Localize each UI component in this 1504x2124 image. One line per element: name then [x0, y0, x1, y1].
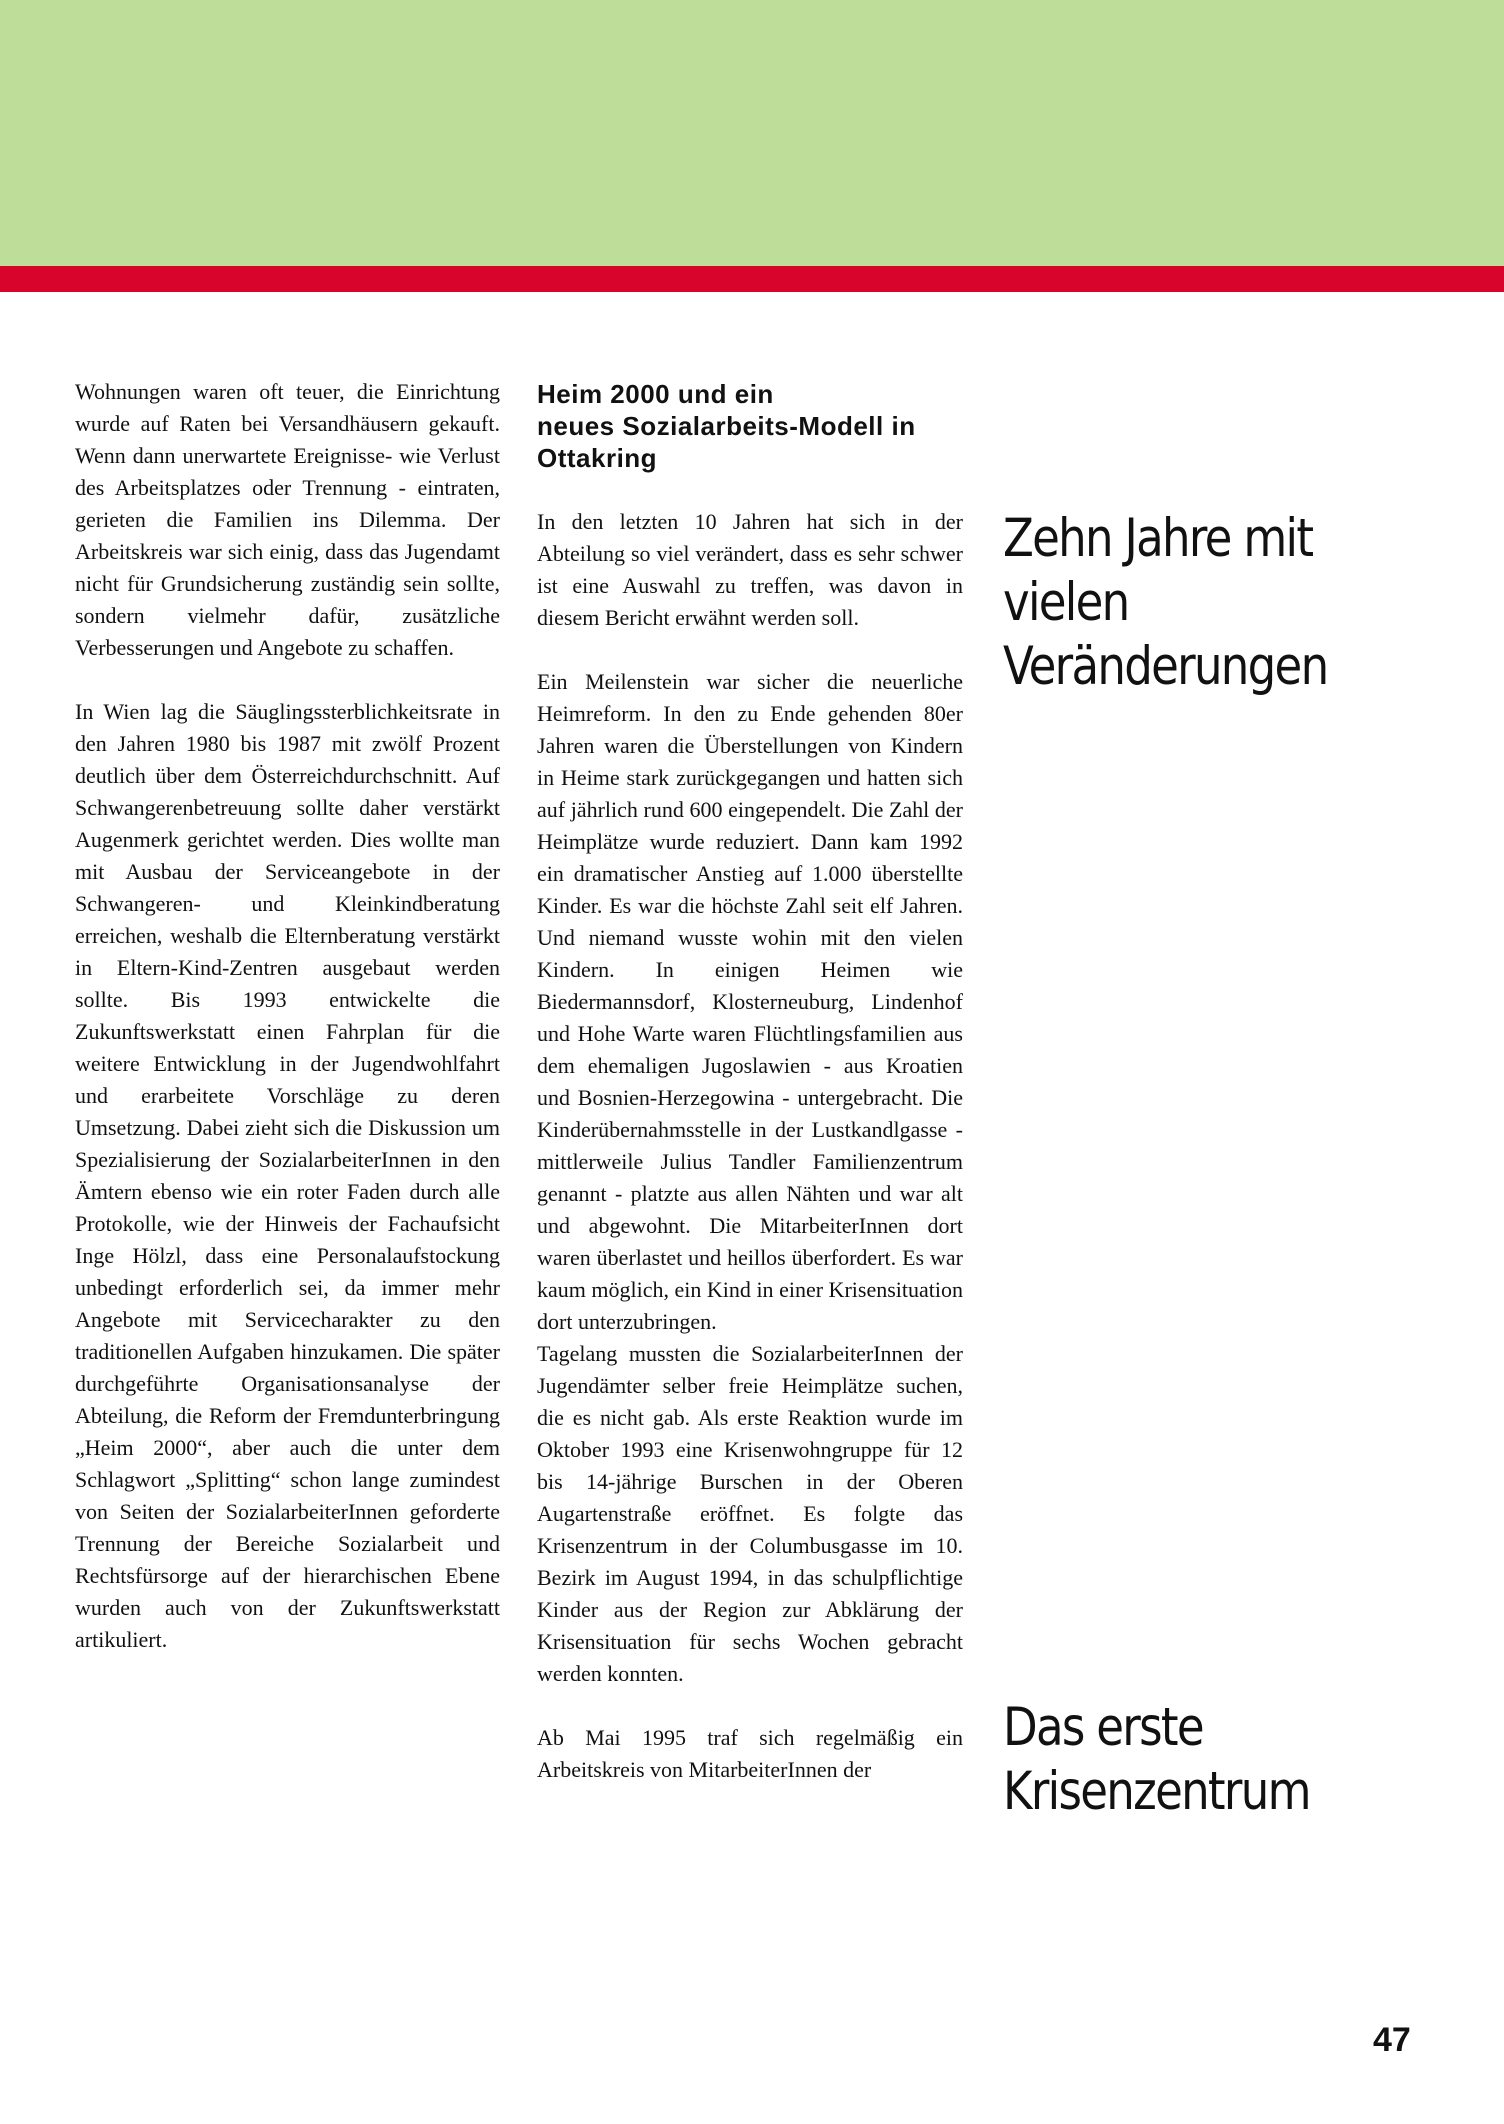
side-heading-line: Krisenzentrum — [1003, 1761, 1310, 1822]
body-paragraph: In Wien lag die Säuglingssterblichkeitsrate in den Jahren 1980 bis 1987 mit zwölf Prozent deutlich über dem Österreichdurchschnitt. Auf Schwangerenbetreuung sollte daher verstärkt Augenmerk gerichtet werden. Dies wollte man mit Ausbau der Serviceangebote in der Schwangeren- und Kleinkindberatung erreichen, weshalb die Elternberatung verstärkt in Eltern-Kind-Zentren ausgebaut werden sollte. Bis 1993 entwickelte die Zukunftswerkstatt einen Fahrplan für die weitere Entwicklung in der Jugendwohlfahrt und erarbeitete Vorschläge zu deren Umsetzung. Dabei zieht sich die Diskussion um Spezialisierung der SozialarbeiterInnen in den Ämtern ebenso wie ein roter Faden durch alle Protokolle, wie der Hinweis der Fachaufsicht Inge Hölzl, dass eine Personalaufstockung unbedingt erforderlich sei, da immer mehr Angebote mit Servicecharakter zu den traditionellen Aufgaben hinzukamen. Die später durchgeführte Organisationsanalyse der Abteilung, die Reform der Fremdunterbringung „Heim 2000“, aber auch die unter dem Schlagwort „Splitting“ schon lange zumindest von Seiten der SozialarbeiterInnen geforderte Trennung der Bereiche Sozialarbeit und Rechtsfürsorge auf der hierarchischen Ebene wurden auch von der Zukunftswerkstatt artikuliert. — [75, 699, 500, 1652]
section-heading — [537, 378, 963, 474]
body-paragraph: Wohnungen waren oft teuer, die Einrichtung wurde auf Raten bei Versandhäusern gekauft. Wenn dann unerwartete Ereignisse- wie Verlust des Arbeitsplatzes oder Trennung - eintraten, gerieten die Familien ins Dilemma. Der Arbeitskreis war sich einig, dass das Jugendamt nicht für Grundsicherung zuständig sein sollte, sondern vielmehr dafür, zusätzliche Verbesserungen und Angebote zu schaffen. — [75, 379, 500, 660]
side-heading-line: vielen Veränderungen — [1003, 572, 1328, 697]
left-text-column — [75, 376, 500, 1656]
side-heading-line: Zehn Jahre mit — [1003, 508, 1313, 569]
page-number: 47 — [1373, 2021, 1411, 2059]
body-paragraph: Tagelang mussten die SozialarbeiterInnen der Jugendämter selber freie Heimplätze suchen, die es nicht gab. Als erste Reaktion wurde im Oktober 1993 eine Krisenwohngruppe für 12 bis 14-jährige Burschen in der Oberen Augartenstraße eröffnet. Es folgte das Krisenzentrum in der Columbusgasse im 10. Bezirk im August 1994, in das schulpflichtige Kinder aus der Region zur Abklärung der Krisensituation für sechs Wochen gebracht werden konnten. — [537, 1341, 963, 1686]
section-heading-line: neues Sozialarbeits-Modell in — [537, 411, 916, 441]
accent-bar — [0, 266, 1504, 292]
header-band — [0, 0, 1504, 266]
middle-text-column — [537, 378, 963, 1786]
body-paragraph: Ein Meilenstein war sicher die neuerliche Heimreform. In den zu Ende gehenden 80er Jahren waren die Überstellungen von Kindern in Heime stark zurückgegangen und hatten sich auf jährlich rund 600 eingependelt. Die Zahl der Heimplätze wurde reduziert. Dann kam 1992 ein dramatischer Anstieg auf 1.000 überstellte Kinder. Es war die höchste Zahl seit elf Jahren. Und niemand wusste wohin mit den vielen Kindern. In einigen Heimen wie Biedermannsdorf, Klosterneuburg, Lindenhof und Hohe Warte waren Flüchtlingsfamilien aus dem ehemaligen Jugoslawien - aus Kroatien und Bosnien-Herzegowina - untergebracht. Die Kinderübernahmsstelle in der Lustkandlgasse - mittlerweile Julius Tandler Familienzentrum genannt - platzte aus allen Nähten und war alt und abgewohnt. Die MitarbeiterInnen dort waren überlastet und heillos überfordert. Es war kaum möglich, ein Kind in einer Krisensituation dort unterzubringen. — [537, 669, 963, 1334]
side-heading-ten-years — [1003, 507, 1411, 699]
section-heading-line: Ottakring — [537, 443, 658, 473]
side-heading-crisis-center — [1003, 1696, 1411, 1824]
body-paragraph: Ab Mai 1995 traf sich regelmäßig ein Arbeitskreis von MitarbeiterInnen der — [537, 1725, 963, 1782]
section-heading-line: Heim 2000 und ein — [537, 379, 774, 409]
side-heading-line: Das erste — [1003, 1697, 1203, 1758]
body-paragraph: In den letzten 10 Jahren hat sich in der Abteilung so viel verändert, dass es sehr schwer ist eine Auswahl zu treffen, was davon in diesem Bericht erwähnt werden soll. — [537, 509, 963, 630]
